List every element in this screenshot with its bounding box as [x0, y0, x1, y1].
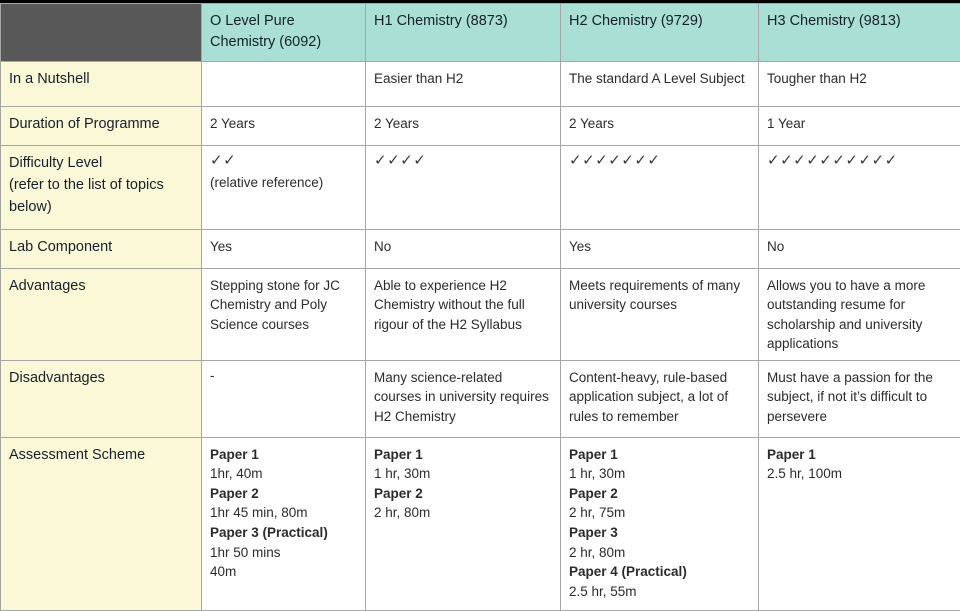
- cell-duration-h3: 1 Year: [759, 107, 960, 146]
- cell-in-a-nutshell-h1: Easier than H2: [366, 62, 561, 107]
- paper-detail: 1 hr, 30m: [569, 466, 626, 482]
- cell-in-a-nutshell-h3: Tougher than H2: [759, 62, 960, 107]
- cell-disadvantages-h1: Many science-related courses in university requires H2 Chemistry: [366, 360, 561, 437]
- cell-disadvantages-h3: Must have a passion for the subject, if not it’s difficult to persevere: [759, 360, 960, 437]
- row-label-in-a-nutshell: In a Nutshell: [1, 62, 202, 107]
- paper-detail: 2.5 hr, 55m: [569, 583, 637, 599]
- cell-assessment-o-level: [202, 437, 366, 610]
- paper-detail: 1hr, 40m: [210, 466, 263, 482]
- row-label-assessment-scheme: Assessment Scheme: [1, 437, 202, 610]
- table-row-advantages: [1, 269, 960, 361]
- cell-disadvantages-o-level: -: [202, 360, 366, 437]
- paper-name: Paper 4 (Practical): [569, 564, 687, 580]
- cell-advantages-h2: Meets requirements of many university courses: [561, 269, 759, 361]
- cell-assessment-h3: [759, 437, 960, 610]
- cell-in-a-nutshell-o-level: [202, 62, 366, 107]
- cell-difficulty-h2: [561, 146, 759, 230]
- table-row-in-a-nutshell: [1, 62, 960, 107]
- row-label-duration-of-programme: Duration of Programme: [1, 107, 202, 146]
- paper-name: Paper 3: [569, 525, 618, 540]
- cell-assessment-h2: [561, 437, 759, 610]
- paper-name: Paper 2: [210, 485, 259, 501]
- cell-difficulty-h3: [759, 146, 960, 230]
- tick-rating-o-level: ✓✓: [210, 152, 237, 169]
- paper-detail: 1 hr, 30m: [374, 466, 431, 482]
- column-header-h3: H3 Chemistry (9813): [759, 4, 960, 62]
- cell-difficulty-o-level: [202, 146, 366, 230]
- paper-detail: 2 hr, 80m: [569, 544, 626, 560]
- row-label-difficulty-level: [1, 146, 202, 230]
- paper-detail: 1hr 45 min, 80m: [210, 505, 308, 521]
- paper-name: Paper 1: [210, 446, 259, 462]
- chemistry-subject-comparison-table: [0, 3, 960, 611]
- cell-in-a-nutshell-h2: The standard A Level Subject: [561, 62, 759, 107]
- difficulty-label-line-2: (refer to the list of topics: [9, 176, 164, 193]
- column-header-o-level: O Level Pure Chemistry (6092): [202, 4, 366, 62]
- row-label-disadvantages: Disadvantages: [1, 360, 202, 437]
- paper-detail: 2.5 hr, 100m: [767, 466, 843, 482]
- cell-advantages-h3: Allows you to have a more outstanding resume for scholarship and university applications: [759, 269, 960, 361]
- cell-disadvantages-h2: Content-heavy, rule-based application subject, a lot of rules to remember: [561, 360, 759, 437]
- column-header-h1: H1 Chemistry (8873): [366, 4, 561, 62]
- paper-name: Paper 1: [374, 446, 423, 462]
- paper-name: Paper 2: [374, 485, 423, 501]
- tick-rating-h1: ✓✓✓✓: [374, 152, 427, 169]
- paper-detail: 2 hr, 80m: [374, 505, 431, 521]
- paper-name: Paper 1: [569, 446, 618, 462]
- column-header-h2: H2 Chemistry (9729): [561, 4, 759, 62]
- table-row-lab-component: [1, 230, 960, 269]
- table-row-difficulty-level: [1, 146, 960, 230]
- cell-difficulty-h1: [366, 146, 561, 230]
- cell-lab-o-level: Yes: [202, 230, 366, 269]
- table-header-row: [1, 4, 960, 62]
- row-label-advantages: Advantages: [1, 269, 202, 361]
- table-corner-cell: [1, 4, 202, 62]
- paper-name: Paper 1: [767, 446, 816, 462]
- difficulty-label-line-3: below): [9, 198, 52, 215]
- paper-name: Paper 2: [569, 485, 618, 501]
- cell-lab-h1: No: [366, 230, 561, 269]
- cell-advantages-h1: Able to experience H2 Chemistry without the full rigour of the H2 Syllabus: [366, 269, 561, 361]
- tick-rating-h3: ✓✓✓✓✓✓✓✓✓✓: [767, 152, 898, 169]
- difficulty-relative-note: (relative reference): [210, 174, 324, 190]
- cell-duration-h2: 2 Years: [561, 107, 759, 146]
- table-row-disadvantages: [1, 360, 960, 437]
- difficulty-label-line-1: Difficulty Level: [9, 155, 103, 171]
- paper-detail: 1hr 50 mins: [210, 544, 281, 560]
- cell-duration-o-level: 2 Years: [202, 107, 366, 146]
- paper-detail: 40m: [210, 564, 237, 580]
- tick-rating-h2: ✓✓✓✓✓✓✓: [569, 152, 661, 169]
- cell-lab-h2: Yes: [561, 230, 759, 269]
- paper-detail: 2 hr, 75m: [569, 505, 626, 521]
- cell-lab-h3: No: [759, 230, 960, 269]
- cell-duration-h1: 2 Years: [366, 107, 561, 146]
- paper-name: Paper 3 (Practical): [210, 525, 328, 540]
- row-label-lab-component: Lab Component: [1, 230, 202, 269]
- cell-assessment-h1: [366, 437, 561, 610]
- table-row-assessment-scheme: [1, 437, 960, 610]
- table-row-duration-of-programme: [1, 107, 960, 146]
- cell-advantages-o-level: Stepping stone for JC Chemistry and Poly Science courses: [202, 269, 366, 361]
